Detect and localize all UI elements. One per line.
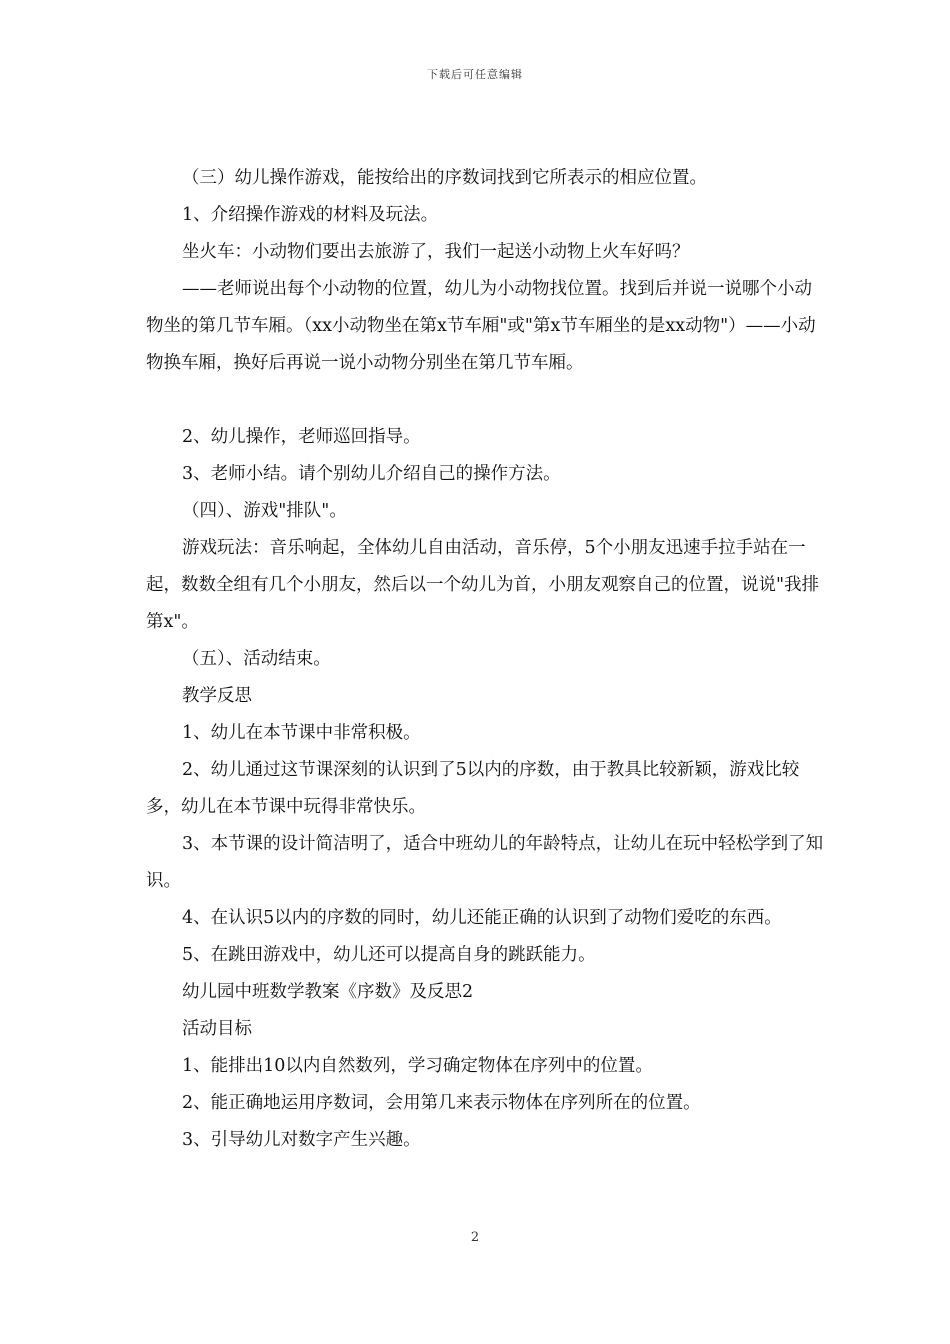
- paragraph-step-3: 3、老师小结。请个别幼儿介绍自己的操作方法。: [182, 464, 561, 484]
- paragraph-train-game: 坐火车：小动物们要出去旅游了，我们一起送小动物上火车好吗？: [182, 242, 690, 262]
- paragraph-reflection-3: 3、本节课的设计简洁明了，适合中班幼儿的年龄特点，让幼儿在玩中轻松学到了知识。: [146, 834, 824, 891]
- page-header: 下载后可任意编辑: [427, 68, 523, 81]
- paragraph-section-3-title: （三）幼儿操作游戏，能按给出的序数词找到它所表示的相应位置。: [182, 168, 707, 188]
- paragraph-reflection-heading: 教学反思: [182, 686, 252, 706]
- paragraph-reflection-1: 1、幼儿在本节课中非常积极。: [182, 723, 421, 743]
- paragraph-step-1: 1、介绍操作游戏的材料及玩法。: [182, 205, 439, 225]
- page-number: 2: [470, 1230, 480, 1245]
- paragraph-reflection-4: 4、在认识5以内的序数的同时，幼儿还能正确的认识到了动物们爱吃的东西。: [182, 908, 782, 928]
- paragraph-objectives-heading: 活动目标: [182, 1019, 252, 1039]
- paragraph-reflection-5: 5、在跳田游戏中，幼儿还可以提高自身的跳跃能力。: [182, 945, 596, 965]
- paragraph-section-4-title: （四）、游戏"排队"。: [182, 501, 347, 521]
- document-body: [146, 160, 826, 1159]
- paragraph-queue-game: 游戏玩法：音乐响起，全体幼儿自由活动，音乐停，5个小朋友迅速手拉手站在一起，数数全组有几个小朋友，然后以一个幼儿为首，小朋友观察自己的位置，说说"我排第x"。: [146, 538, 820, 632]
- paragraph-objective-2: 2、能正确地运用序数词，会用第几来表示物体在序列所在的位置。: [182, 1093, 701, 1113]
- paragraph-train-instructions: ——老师说出每个小动物的位置，幼儿为小动物找位置。找到后并说一说哪个小动物坐的第几节车厢。（xx小动物坐在第x节车厢"或"第x节车厢坐的是xx动物"）——小动物换车厢，换好后再说一说小动物分别坐在第几节车厢。: [146, 279, 816, 373]
- paragraph-step-2: 2、幼儿操作，老师巡回指导。: [182, 427, 421, 447]
- paragraph-lesson-2-title: 幼儿园中班数学教案《序数》及反思2: [182, 982, 474, 1002]
- paragraph-section-5-title: （五）、活动结束。: [182, 649, 331, 669]
- paragraph-objective-1: 1、能排出10以内自然数列，学习确定物体在序列中的位置。: [182, 1056, 653, 1076]
- paragraph-objective-3: 3、引导幼儿对数字产生兴趣。: [182, 1130, 421, 1150]
- paragraph-reflection-2: 2、幼儿通过这节课深刻的认识到了5以内的序数，由于教具比较新颖，游戏比较多，幼儿在本节课中玩得非常快乐。: [146, 760, 800, 817]
